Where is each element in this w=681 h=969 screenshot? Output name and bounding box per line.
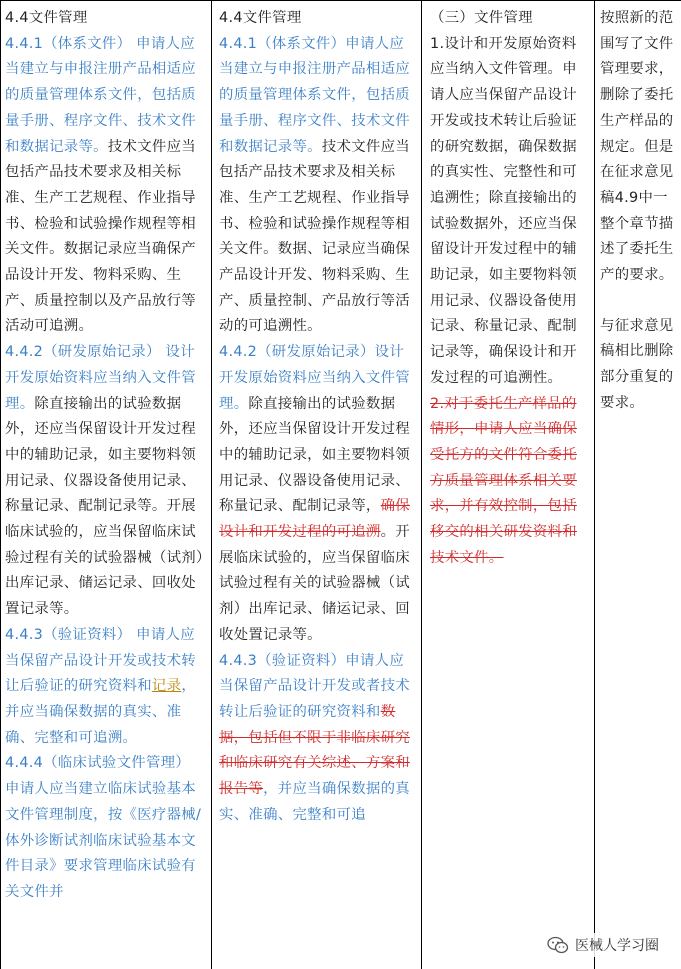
watermark (543, 933, 663, 957)
item-2-deleted: 2.对于委托生产样品的情形，申请人应当确保受托方的文件符合委托方质量管理体系相关要求，并有效控制，包括移交的相关研发资料和技术文件。 (430, 395, 577, 566)
clause-4-4-2: 4.4.2（研发原始记录） 设计开发原始资料应当纳入文件管理。除直接输出的试验数据外，还应当保留设计开发过程中的辅助记录，如主要物料领用记录、仪器设备使用记录、称量记录、配制记录等。开展临床试验的，应当保留临床试验过程有关的试验器械（试剂）出库记录、储运记录、回收处置记录等。 (5, 344, 204, 618)
column-remarks (595, 1, 681, 969)
section-heading: 4.4文件管理 (219, 10, 302, 26)
remark-1: 按照新的范围写了文件管理要求，删除了委托生产样品的规定。但是在征求意见稿4.9中一整个章节描述了委托生产的要求。 (600, 10, 674, 284)
clause-4-4-1: 4.4.1（体系文件）申请人应当建立与申报注册产品相适应的质量管理体系文件，包括质量手册、程序文件、技术文件和数据记录等。技术文件应当包括产品技术要求及相关标准、生产工艺规程、作业指导书、检验和试验操作规程等相关文件。数据、记录应当确保产品设计开发、物料采购、生产、质量控制、产品放行等活动的可追溯性。 (219, 35, 410, 335)
remark-2: 与征求意见稿相比删除部分重复的要求。 (600, 317, 674, 411)
column-official-draft (1, 1, 212, 969)
section-heading: 4.4文件管理 (5, 10, 88, 26)
watermark-text: 医械人学习圈 (575, 938, 659, 954)
column-old-guideline (422, 1, 595, 969)
clause-4-4-4: 4.4.4（临床试验文件管理） 申请人应当建立临床试验基本文件管理制度，按《医疗器械/体外诊断试剂临床试验基本文件目录》要求管理临床试验有关文件并 (5, 755, 202, 900)
clause-4-4-3: 4.4.3（验证资料） 申请人应当保留产品设计开发或技术转让后验证的研究资料和记录，并应当确保数据的真实、准确、完整和可追溯。 (5, 626, 197, 746)
clause-4-4-1: 4.4.1（体系文件） 申请人应当建立与申报注册产品相适应的质量管理体系文件，包括质量手册、程序文件、技术文件和数据记录等。技术文件应当包括产品技术要求及相关标准、生产工艺规程、作业指导书、检验和试验操作规程等相关文件。数据记录应当确保产品设计开发、物料采购、生产、质量控制以及产品放行等活动可追溯。 (5, 35, 196, 335)
column-consultation-draft (212, 1, 422, 969)
item-1: 1.设计和开发原始资料应当纳入文件管理。申请人应当保留产品设计开发或技术转让后验证的研究数据，确保数据的真实性、完整性和可追溯性；除直接输出的试验数据外，还应当保留设计开发过程中的辅助记录，如主要物料领用记录、仪器设备使用记录、称量记录、配制记录等，确保设计和开发过程的可追溯性。 (430, 35, 577, 386)
clause-4-4-3: 4.4.3（验证资料）申请人应当保留产品设计开发或者技术转让后验证的研究资料和数据，包括但不限于非临床研究和临床研究有关综述、方案和报告等，并应当确保数据的真实、准确、完整和可追 (219, 652, 410, 823)
clause-4-4-2: 4.4.2（研发原始记录）设计开发原始资料应当纳入文件管理。除直接输出的试验数据外，还应当保留设计开发过程中的辅助记录，如主要物料领用记录、仪器设备使用记录、称量记录、配制记录等，确保设计和开发过程的可追溯。开展临床试验的，应当保留临床试验过程有关的试验器械（试剂）出库记录、储运记录、回收处置记录等。 (219, 344, 410, 643)
wechat-icon (547, 936, 569, 954)
section-heading: （三）文件管理 (430, 10, 533, 26)
